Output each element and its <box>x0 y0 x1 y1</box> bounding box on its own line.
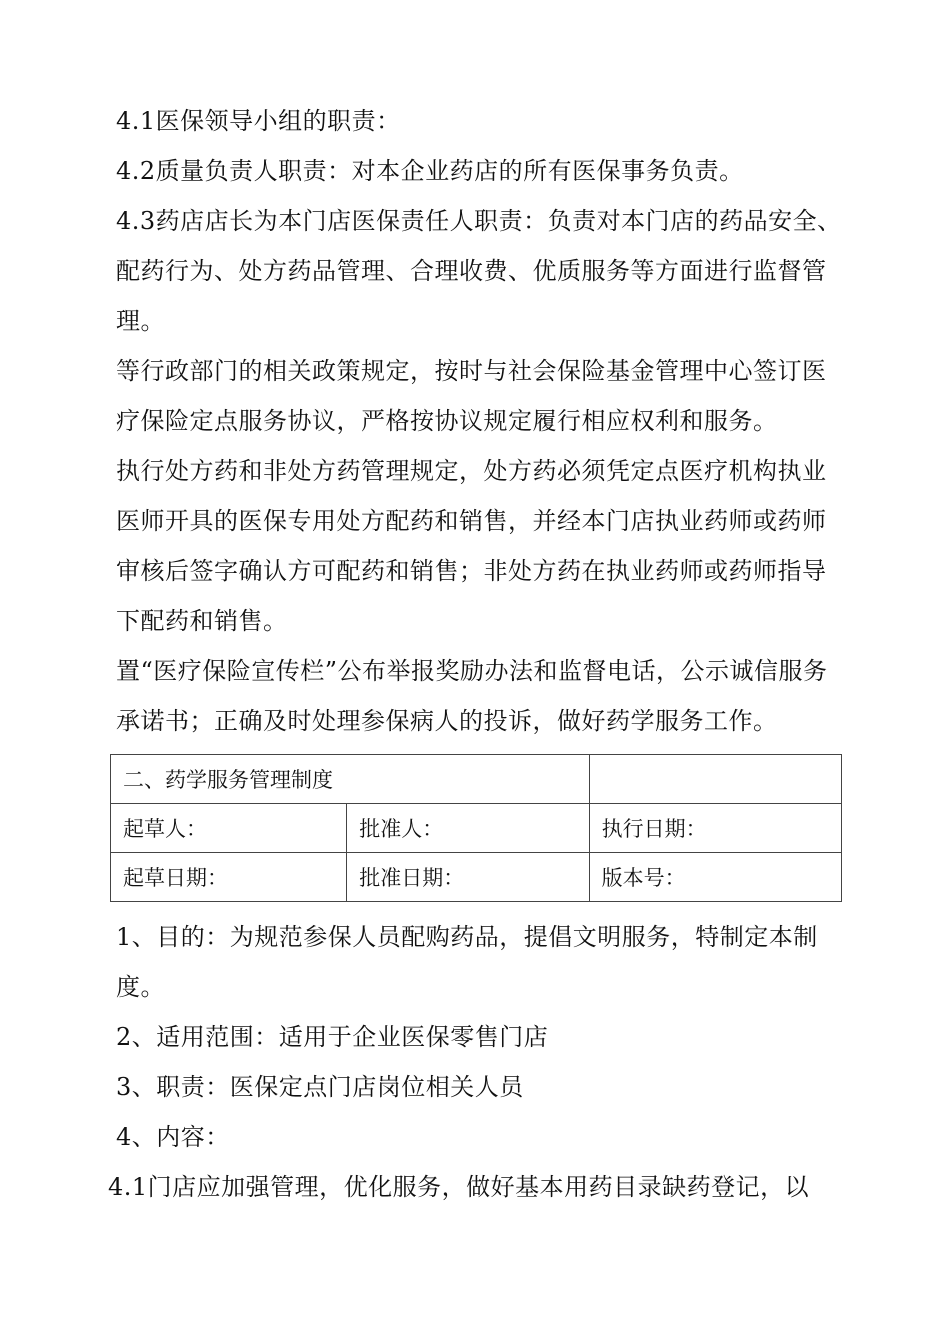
paragraph-4-2: 4.2质量负责人职责：对本企业药店的所有医保事务负责。 <box>116 157 744 185</box>
version-cell: 版本号： <box>589 853 841 902</box>
paragraph-duties: 3、职责：医保定点门店岗位相关人员 <box>116 1073 524 1101</box>
paragraph-policy: 等行政部门的相关政策规定，按时与社会保险基金管理中心签订医疗保险定点服务协议，严格按协议规定履行相应权利和服务。 <box>116 357 827 435</box>
paragraph-content: 4、内容： <box>116 1123 230 1151</box>
document-info-table <box>110 754 842 902</box>
paragraph-purpose: 1、目的：为规范参保人员配购药品，提倡文明服务，特制定本制度。 <box>116 923 818 1001</box>
paragraph-4-3: 4.3药店店长为本门店医保责任人职责：负责对本门店的药品安全、配药行为、处方药品管理、合理收费、优质服务等方面进行监督管理。 <box>116 207 842 335</box>
paragraph-bulletin: 置“医疗保险宣传栏”公布举报奖励办法和监督电话，公示诚信服务承诺书；正确及时处理参保病人的投诉，做好药学服务工作。 <box>116 657 828 735</box>
paragraph-prescription: 执行处方药和非处方药管理规定，处方药必须凭定点医疗机构执业医师开具的医保专用处方配药和销售，并经本门店执业药师或药师审核后签字确认方可配药和销售；非处方药在执业药师或药师指导下配药和销售。 <box>116 457 827 635</box>
exec-date-cell: 执行日期： <box>589 804 841 853</box>
draft-date-cell: 起草日期： <box>111 853 347 902</box>
drafter-cell: 起草人： <box>111 804 347 853</box>
paragraph-scope: 2、适用范围：适用于企业医保零售门店 <box>116 1023 549 1051</box>
table-title: 二、药学服务管理制度 <box>111 755 590 804</box>
paragraph-4-1: 4.1医保领导小组的职责： <box>116 107 401 135</box>
approve-date-cell: 批准日期： <box>347 853 589 902</box>
paragraph-content-4-1: 4.1门店应加强管理，优化服务，做好基本用药目录缺药登记，以 <box>108 1173 810 1201</box>
approver-cell: 批准人： <box>347 804 589 853</box>
table-empty-cell <box>589 755 841 804</box>
